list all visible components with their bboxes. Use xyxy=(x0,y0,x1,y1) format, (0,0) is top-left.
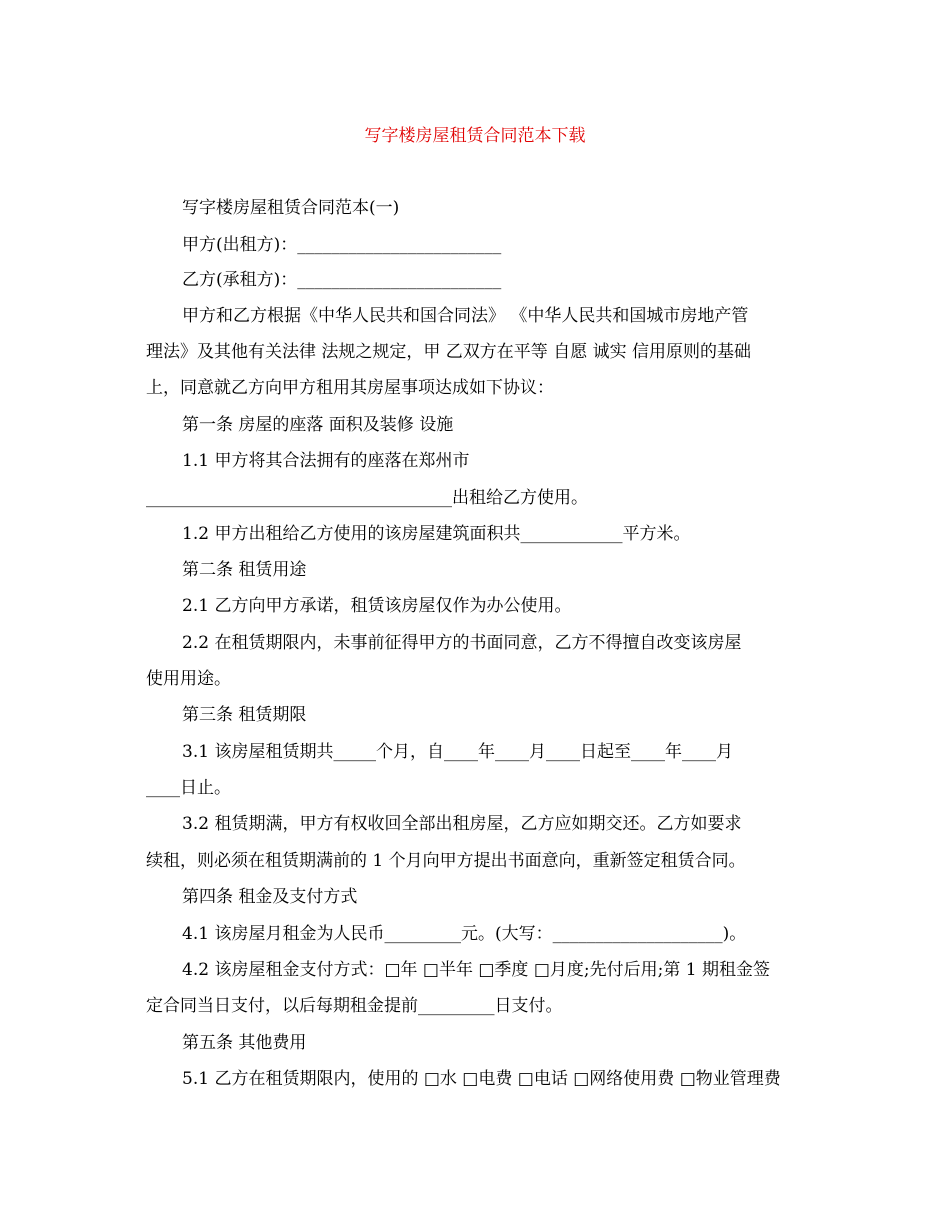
text-line: 甲方和乙方根据《中华人民共和国合同法》 《中华人民共和国城市房地产管 xyxy=(182,306,749,326)
text-line: 3.2 租赁期满，甲方有权收回全部出租房屋，乙方应如期交还。乙方如要求 xyxy=(182,814,742,834)
text-line: 5.1 乙方在租赁期限内，使用的 □水 □电费 □电话 □网络使用费 □物业管理费 xyxy=(182,1069,781,1089)
text-line: 第一条 房屋的座落 面积及装修 设施 xyxy=(182,415,454,435)
text-line: 3.1 该房屋租赁期共_____个月，自____年____月____日起至____年____月 xyxy=(182,742,733,762)
text-line: 第三条 租赁期限 xyxy=(182,705,307,725)
text-line: 定合同当日支付，以后每期租金提前_________日支付。 xyxy=(146,996,563,1016)
text-line: ____日止。 xyxy=(146,778,231,798)
text-line: 2.1 乙方向甲方承诺，租赁该房屋仅作为办公使用。 xyxy=(182,596,572,616)
text-line: ____________________________________出租给乙方使用。 xyxy=(146,488,588,508)
text-line: 2.2 在租赁期限内，未事前征得甲方的书面同意，乙方不得擅自改变该房屋 xyxy=(182,633,742,653)
text-line: 第二条 租赁用途 xyxy=(182,560,307,580)
text-line: 理法》及其他有关法律 法规之规定，甲 乙双方在平等 自愿 诚实 信用原则的基础 xyxy=(146,342,752,362)
text-line: 甲方(出租方)：________________________ xyxy=(182,235,502,255)
text-line: 写字楼房屋租赁合同范本(一) xyxy=(182,198,400,218)
document-title: 写字楼房屋租赁合同范本下载 xyxy=(364,126,586,146)
text-line: 4.1 该房屋月租金为人民币_________元。(大写：____________________)。 xyxy=(182,924,747,944)
text-line: 续租，则必须在租赁期满前的 1 个月向甲方提出书面意向，重新签定租赁合同。 xyxy=(146,851,746,871)
text-line: 使用用途。 xyxy=(146,669,231,689)
text-line: 4.2 该房屋租金支付方式：□年 □半年 □季度 □月度;先付后用;第 1 期租金签 xyxy=(182,960,770,980)
text-line: 上，同意就乙方向甲方租用其房屋事项达成如下协议： xyxy=(146,378,554,398)
text-line: 第五条 其他费用 xyxy=(182,1033,307,1053)
text-line: 1.1 甲方将其合法拥有的座落在郑州市 xyxy=(182,451,470,471)
text-line: 第四条 租金及支付方式 xyxy=(182,887,358,907)
text-line: 乙方(承租方)：________________________ xyxy=(182,270,502,290)
text-line: 1.2 甲方出租给乙方使用的该房屋建筑面积共____________平方米。 xyxy=(182,524,691,544)
